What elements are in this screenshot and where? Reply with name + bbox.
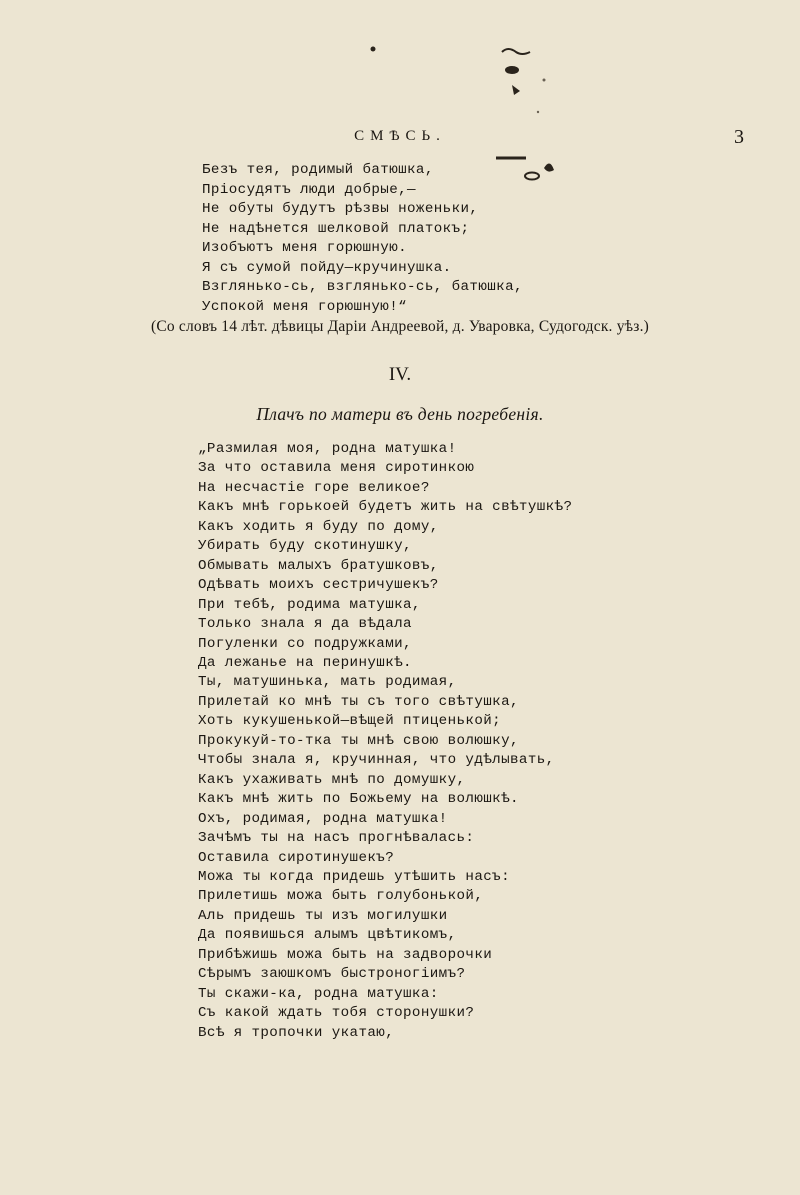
verse-line: Пріосудятъ люди добрые,— [202, 181, 416, 198]
verse-block-2 [198, 440, 572, 1043]
verse-line: За что оставила меня сиротинкою [198, 460, 475, 477]
decorative-flourish-icon [480, 40, 570, 130]
verse-line: Не надѣнется шелковой платокъ; [202, 220, 470, 237]
verse-line: „Размилая моя, родна матушка! [198, 441, 457, 457]
verse-line: Аль придешь ты изъ могилушки [198, 907, 448, 924]
section-heading: Плачъ по матери въ день погребенія. [256, 404, 544, 424]
verse-line: Охъ, родимая, родна матушка! [198, 810, 448, 827]
page-number: 3 [734, 126, 744, 148]
verse-line: Не обуты будутъ рѣзвы ноженьки, [202, 201, 479, 217]
verse-block-1 [202, 161, 523, 317]
source-attribution: (Со словъ 14 лѣт. дѣвицы Даріи Андреевой, д. Уваровка, Судогодск. уѣз.) [150, 318, 650, 335]
verse-line: Какъ ходить я буду по дому, [198, 518, 439, 535]
verse-line: Ты скажи-ка, родна матушка: [198, 985, 439, 1002]
verse-line: На несчастіе горе великое? [198, 479, 430, 496]
verse-line: Какъ мнѣ горькоей будетъ жить на свѣтушкѣ? [198, 499, 573, 516]
verse-line: Можа ты когда придешь утѣшить насъ: [198, 868, 510, 885]
verse-line: Только знала я да вѣдала [198, 616, 412, 633]
verse-line: Взглянько-сь, взглянько-сь, батюшка, [202, 279, 523, 295]
verse-line: Да лежанье на перинушкѣ. [198, 654, 412, 671]
verse-line: При тебѣ, родима матушка, [198, 596, 421, 613]
verse-line: Всѣ я тропочки укатаю, [198, 1024, 395, 1041]
verse-line: Какъ ухаживать мнѣ по домушку, [198, 771, 466, 788]
verse-line: Безъ тея, родимый батюшка, [202, 162, 434, 178]
verse-line: Чтобы знала я, кручинная, что удѣлывать, [198, 752, 555, 769]
verse-line: Зачѣмъ ты на насъ прогнѣвалась: [198, 830, 475, 847]
verse-line: Прибѣжишь можа быть на задворочки [198, 946, 493, 963]
running-header-title: СМѢСЬ. [354, 128, 446, 144]
verse-line: Прилетишь можа быть голубонькой, [198, 888, 484, 905]
verse-line: Сѣрымъ заюшкомъ быстроногіимъ? [198, 966, 466, 983]
dot-mark-icon [368, 44, 378, 54]
verse-line: Какъ мнѣ жить по Божьему на волюшкѣ. [198, 791, 519, 808]
verse-line: Прилетай ко мнѣ ты съ того свѣтушка, [198, 693, 519, 710]
verse-line: Съ какой ждать тобя сторонушки? [198, 1005, 475, 1022]
verse-line: Изобъютъ меня горюшную. [202, 240, 408, 256]
verse-line: Оставила сиротинушекъ? [198, 849, 395, 866]
verse-line: Хоть кукушенькой—вѣщей птиценькой; [198, 713, 502, 730]
verse-line: Ты, матушинька, мать родимая, [198, 674, 457, 691]
verse-line: Я съ сумой пойду—кручинушка. [202, 259, 452, 276]
verse-line: Погуленки со подружками, [198, 635, 412, 652]
verse-line: Прокукуй-то-тка ты мнѣ свою волюшку, [198, 732, 519, 749]
section-number: IV. [388, 364, 412, 385]
verse-line: Одѣвать моихъ сестричушекъ? [198, 577, 439, 594]
verse-line: Да появишься алымъ цвѣтикомъ, [198, 927, 457, 944]
verse-line: Убирать буду скотинушку, [198, 538, 412, 555]
verse-line: Обмывать малыхъ братушковъ, [198, 557, 439, 574]
verse-line: Успокой меня горюшную!“ [202, 298, 408, 315]
